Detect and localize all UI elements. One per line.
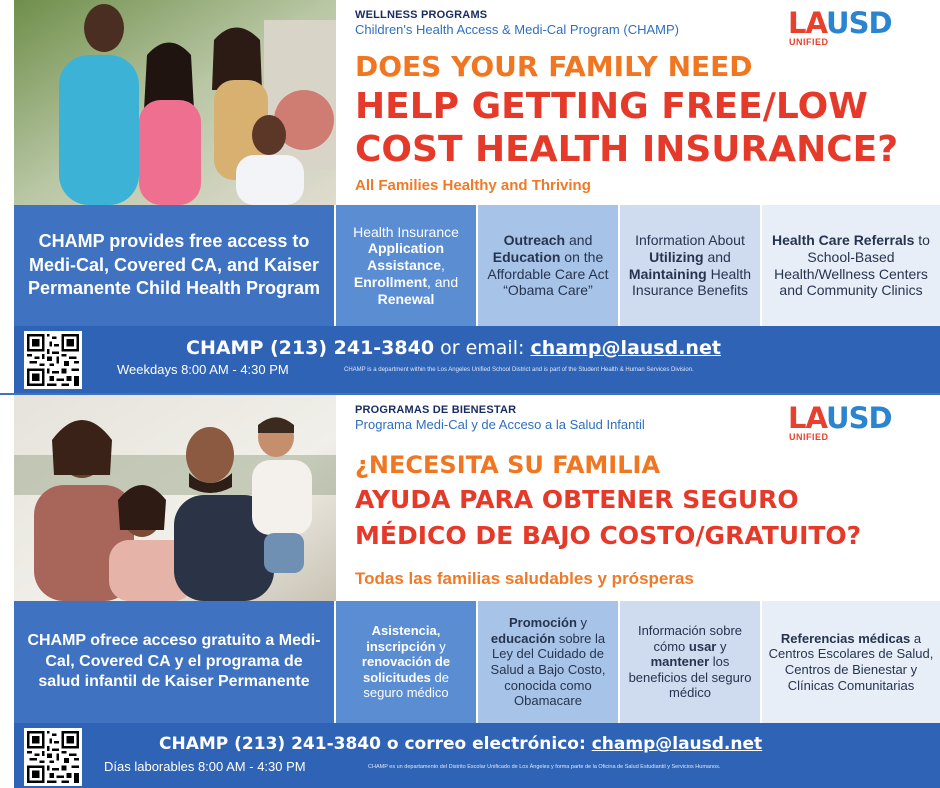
service-utilizing-benefits: Information About Utilizing and Maintaining Health Insurance Benefits — [618, 205, 760, 326]
family-photo-spanish — [14, 395, 336, 601]
office-hours: Días laborables 8:00 AM - 4:30 PM — [104, 759, 306, 774]
program-header — [355, 404, 785, 432]
service-outreach-education: Outreach and Education on the Affordable Care Act “Obama Care” — [476, 205, 618, 326]
contact-bar — [14, 723, 940, 788]
office-hours: Weekdays 8:00 AM - 4:30 PM — [117, 362, 289, 377]
service-health-care-referrals: Health Care Referrals to School-Based Health/Wellness Centers and Community Clinics — [760, 205, 940, 326]
headline-line-3: COST HEALTH INSURANCE? — [355, 129, 899, 170]
program-header — [355, 9, 785, 37]
qr-code-icon[interactable] — [24, 331, 82, 389]
program-subtitle: Children's Health Access & Medi-Cal Program (CHAMP) — [355, 22, 679, 37]
family-photo-english — [14, 0, 336, 205]
headline-line-2: AYUDA PARA OBTENER SEGURO — [355, 485, 799, 514]
qr-code-icon[interactable] — [24, 728, 82, 786]
service-using-benefits: Información sobre cómo usar y mantener los beneficios del seguro médico — [618, 601, 760, 723]
lausd-logo — [788, 8, 918, 48]
logo-wordmark: LAUSD — [788, 401, 892, 435]
headline-line-1: ¿NECESITA SU FAMILIA — [355, 451, 661, 479]
phone-number[interactable]: CHAMP (213) 241-3840 — [186, 337, 435, 359]
headline-line-1: DOES YOUR FAMILY NEED — [355, 50, 753, 83]
services-band — [14, 601, 940, 723]
email-link[interactable]: champ@lausd.net — [591, 734, 763, 754]
headline-line-3: MÉDICO DE BAJO COSTO/GRATUITO? — [355, 521, 862, 550]
program-subtitle: Programa Medi-Cal y de Acceso a la Salud Infantil — [355, 417, 645, 432]
tagline: Todas las familias saludables y prósperas — [355, 569, 694, 588]
service-application-assistance: Asistencia, inscripción y renovación de solicitudes de seguro médico — [334, 601, 476, 723]
email-link[interactable]: champ@lausd.net — [530, 337, 721, 359]
phone-number[interactable]: CHAMP (213) 241-3840 — [159, 734, 381, 754]
lausd-logo — [788, 403, 918, 443]
logo-unified-label: UNIFIED — [789, 432, 829, 442]
logo-unified-label: UNIFIED — [789, 37, 829, 47]
lead-statement: CHAMP provides free access to Medi-Cal, Covered CA, and Kaiser Permanente Child Health Program — [14, 205, 334, 326]
program-label: WELLNESS PROGRAMS — [355, 9, 488, 21]
service-medical-referrals: Referencias médicas a Centros Escolares de Salud, Centros de Bienestar y Clínicas Comunitarias — [760, 601, 940, 723]
fine-print: CHAMP is a department within the Los Angeles Unified School District and is part of the Student Health & Human Services Division. — [344, 367, 694, 373]
contact-phone-email: CHAMP (213) 241-3840 o correo electrónico: champ@lausd.net — [159, 734, 763, 754]
fine-print: CHAMP es un departamento del Distrito Escolar Unificado de Los Ángeles y forma parte de la Oficina de Salud Estudiantil y Servicios Humanos. — [368, 764, 721, 770]
service-promotion-education: Promoción y educación sobre la Ley del Cuidado de Salud a Bajo Costo, conocida como Obamacare — [476, 601, 618, 723]
logo-wordmark: LAUSD — [788, 6, 892, 40]
spanish-flyer — [0, 395, 940, 788]
contact-bar — [14, 326, 940, 393]
tagline: All Families Healthy and Thriving — [355, 177, 591, 194]
services-band — [14, 205, 940, 326]
program-label: PROGRAMAS DE BIENESTAR — [355, 404, 517, 416]
contact-phone-email: CHAMP (213) 241-3840 or email: champ@lausd.net — [186, 337, 721, 359]
headline-line-2: HELP GETTING FREE/LOW — [355, 86, 868, 127]
service-application-assistance: Health Insurance Application Assistance, Enrollment, and Renewal — [334, 205, 476, 326]
english-flyer — [0, 0, 940, 393]
lead-statement: CHAMP ofrece acceso gratuito a Medi-Cal, Covered CA y el programa de salud infantil de Kaiser Permanente — [14, 601, 334, 723]
